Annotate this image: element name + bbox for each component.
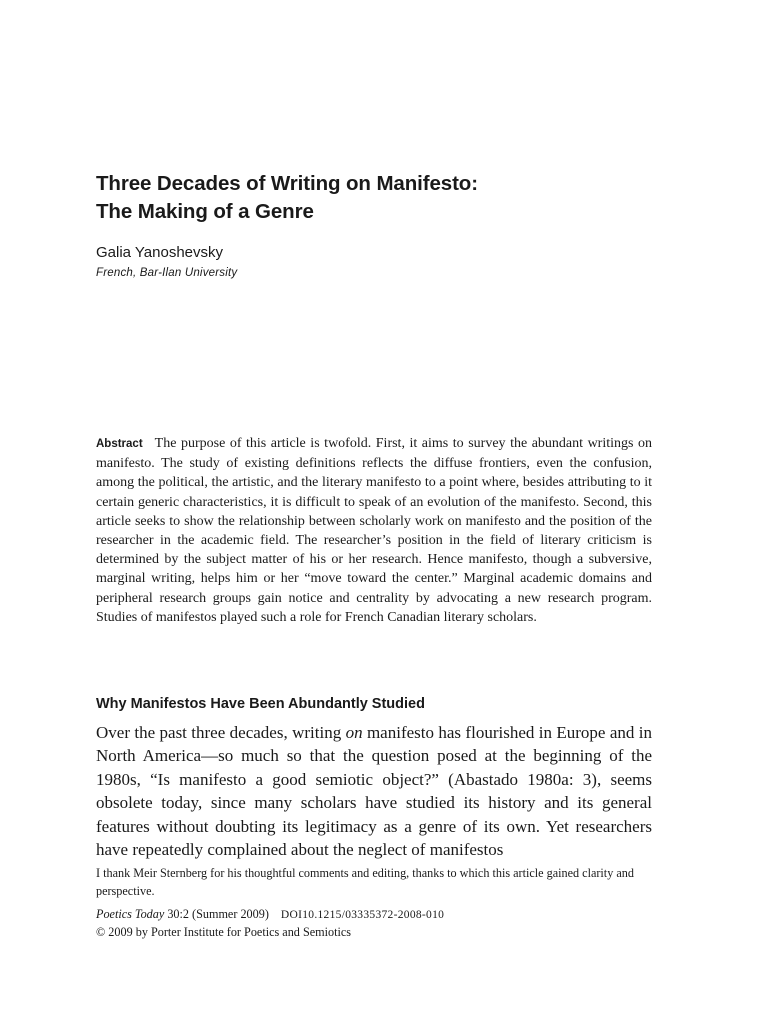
section-heading: Why Manifestos Have Been Abundantly Studied xyxy=(96,696,425,712)
journal-issue: 30:2 (Summer 2009) xyxy=(164,907,269,921)
body-text-rest: manifesto has flourished in Europe and in North America—so much so that the question posed at the beginning of the 1980s, “Is manifesto a good semiotic object?” (Abastado 1980a: 3), seems obsolete today, since many scholars have studied its history and its general features without doubting its legitimacy as a genre of its own. Yet researchers have repeatedly complained about the neglect of manifestos xyxy=(96,723,652,860)
article-title xyxy=(96,170,652,226)
journal-name: Poetics Today xyxy=(96,907,165,921)
body-text-start: Over the past three decades, writing xyxy=(96,723,346,742)
abstract-block xyxy=(96,434,652,627)
acknowledgment-footnote: I thank Meir Sternberg for his thoughtful comments and editing, thanks to which this article gained clarity and perspective. xyxy=(96,866,634,898)
body-paragraph xyxy=(96,721,652,861)
article-title-line-1: Three Decades of Writing on Manifesto: xyxy=(96,172,478,195)
author-affiliation: French, Bar-Ilan University xyxy=(96,267,238,279)
abstract-label: Abstract xyxy=(96,438,143,450)
doi-text: DOI10.1215/03335372-2008-010 xyxy=(280,909,445,921)
citation-line xyxy=(96,906,652,924)
abstract-text: The purpose of this article is twofold. First, it aims to survey the abundant writings on manifesto. The study of existing definitions reflects the diffuse frontiers, even the confusion, among the political, the artistic, and the literary manifesto to a point where, besides attributing to it certain generic characteristics, it is difficult to speak of an evolution of the manifesto. Second, this article seeks to show the relationship between scholarly work on manifesto and the position of the researcher in the academic field. The researcher’s position in the field of literary criticism is determined by the subject matter of his or her research. Hence manifesto, though a subversive, marginal writing, helps him or her “move toward the center.” Marginal academic domains and peripheral research groups gain notice and centrality by advocating a new research program. Studies of manifestos played such a role for French Canadian literary scholars. xyxy=(96,436,652,625)
citation-block xyxy=(96,906,652,941)
author-name: Galia Yanoshevsky xyxy=(96,244,224,261)
copyright-line: © 2009 by Porter Institute for Poetics and Semiotics xyxy=(96,925,352,939)
article-title-line-2: The Making of a Genre xyxy=(96,200,314,223)
body-text-emphasis: on xyxy=(345,723,363,742)
